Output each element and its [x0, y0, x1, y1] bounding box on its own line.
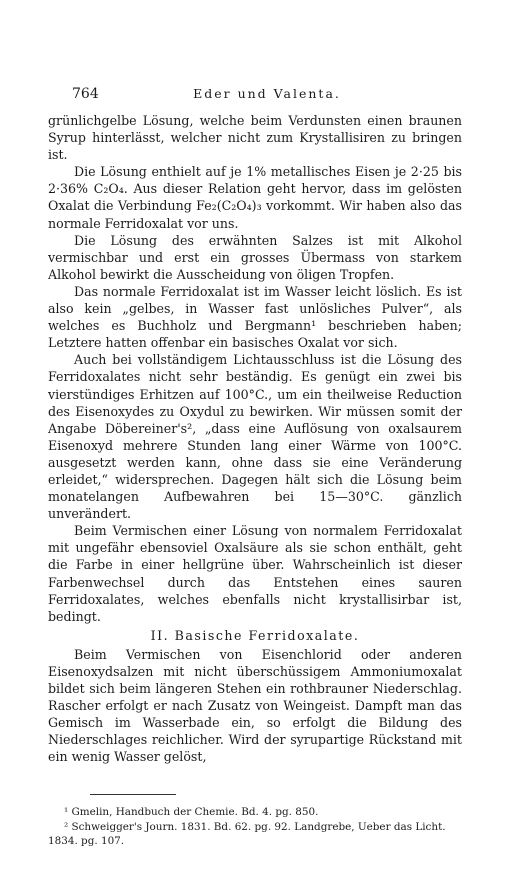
page-header [72, 86, 462, 102]
paragraph: Auch bei vollständigem Lichtausschluss ist die Lösung des Ferridoxalates nicht sehr beständig. Es genügt ein zwei bis vierstündiges Erhitzen auf 100°C., um ein theilweise Reduction des Eisenoxydes zu Oxydul zu bewirken. Wir müssen somit der Angabe Döbereiner's², „dass eine Auflösung von oxalsaurem Eisenoxyd mehrere Stunden lang einer Wärme von 100°C. ausgesetzt werden kann, ohne dass sie eine Veränderung erleidet,“ widersprechen. Dagegen hält sich die Lösung beim monatelangen Aufbewahren bei 15—30°C. gänzlich unverändert. [48, 352, 462, 522]
paragraph: Beim Vermischen von Eisenchlorid oder anderen Eisenoxydsalzen mit nicht überschüssigem Ammoniumoxalat bildet sich beim längeren Stehen ein rothbrauner Niederschlag. Rascher erfolgt er nach Zusatz von Weingeist. Dampft man das Gemisch im Wasserbade ein, so erfolgt die Bildung des Niederschlages reichlicher. Wird der syrupartige Rückstand mit ein wenig Wasser gelöst, [48, 646, 462, 765]
paragraph: Die Lösung des erwähnten Salzes ist mit Alkohol vermischbar und erst ein grosses Übermass von starkem Alkohol bewirkt die Ausscheidung von öligen Tropfen. [48, 232, 462, 282]
footnote: ² Schweigger's Journ. 1831. Bd. 62. pg. 92. Landgrebe, Ueber das Licht. 1834. pg. 107. [48, 820, 446, 848]
paragraph: Das normale Ferridoxalat ist im Wasser leicht löslich. Es ist also kein „gelbes, in Wasser fast unlösliches Pulver“, als welches es Buchholz und Bergmann¹ beschrieben haben; Letztere hatten offenbar ein basisches Oxalat vor sich. [48, 283, 462, 351]
footnote: ¹ Gmelin, Handbuch der Chemie. Bd. 4. pg. 850. [64, 806, 319, 818]
footnote-rule [90, 794, 176, 795]
paragraph: Beim Vermischen einer Lösung von normalem Ferridoxalat mit ungefähr ebensoviel Oxalsäure als sie schon enthält, geht die Farbe in einer hellgrüne über. Wahrscheinlich ist dieser Farbenwechsel durch das Entstehen eines sauren Ferridoxalates, welches ebenfalls nicht krystallisirbar ist, bedingt. [48, 523, 462, 624]
page-number: 764 [72, 86, 99, 102]
body-text [48, 112, 462, 766]
section-title: II. Basische Ferridoxalate. [150, 627, 360, 643]
footnotes [48, 805, 462, 849]
paragraph: Die Lösung enthielt auf je 1% metallisches Eisen je 2·25 bis 2·36% C₂O₄. Aus dieser Relation geht hervor, dass im gelösten Oxalat die Verbindung Fe₂(C₂O₄)₃ vorkommt. Wir haben also das normale Ferridoxalat vor uns. [48, 164, 462, 231]
running-head: Eder und Valenta. [193, 86, 341, 101]
paragraph: grünlichgelbe Lösung, welche beim Verdunsten einen braunen Syrup hinterlässt, welcher nicht zum Krystallisiren zu bringen ist. [48, 113, 462, 163]
